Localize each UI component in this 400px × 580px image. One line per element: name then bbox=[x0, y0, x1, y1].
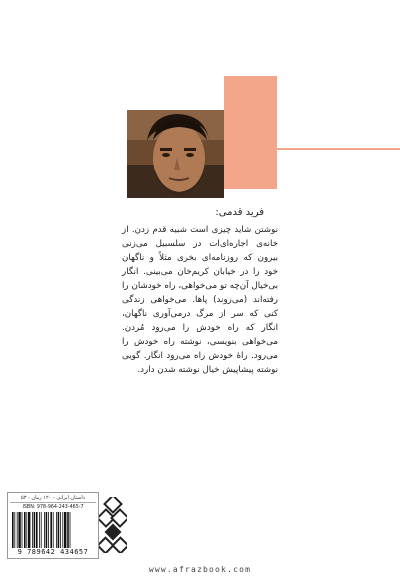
isbn-text: ISBN: 978-964-243-465-7 bbox=[22, 505, 84, 510]
blurb-paragraph: نوشتن شاید چیزی است شبیه قدم زدن. از خانه‌ی اجاره‌ای‌ات در سلسبیل می‌زنی بیرون که روزنامه‌ای بخری مثلاً و ناگهان خود را در خیابان کریم‌خان می‌بینی. انگار بی‌خیال آن‌چه تو می‌خواهی، راه خودشان را رفته‌اند (می‌روند) پاها. می‌خواهی زندگی کنی که سر از مرگ درمی‌آوری ناگهان، انگار که راه خودش را می‌رود مُردن. می‌خواهی بنویسی، نوشته راه خودش را می‌رود. راهٔ خودش راه می‌رود انگار. گویی نوشته پیشاپیش خیال نوشته شدن دارد. bbox=[122, 225, 278, 375]
blurb-text bbox=[122, 223, 278, 377]
barcode-digits: 9 789642 434657 bbox=[17, 548, 89, 556]
author-photo bbox=[127, 110, 224, 198]
barcode-icon bbox=[11, 512, 95, 548]
series-info: داستان ایرانی - ۱۲۰ رمان - ۵۳ bbox=[10, 494, 96, 503]
afraz-publisher-logo bbox=[99, 497, 127, 553]
accent-line bbox=[277, 148, 400, 150]
barcode-block bbox=[7, 492, 99, 559]
decorative-color-block bbox=[224, 76, 277, 189]
publisher-website: www.afrazbook.com bbox=[148, 565, 252, 574]
author-name: فرید قدمی: bbox=[215, 207, 264, 218]
